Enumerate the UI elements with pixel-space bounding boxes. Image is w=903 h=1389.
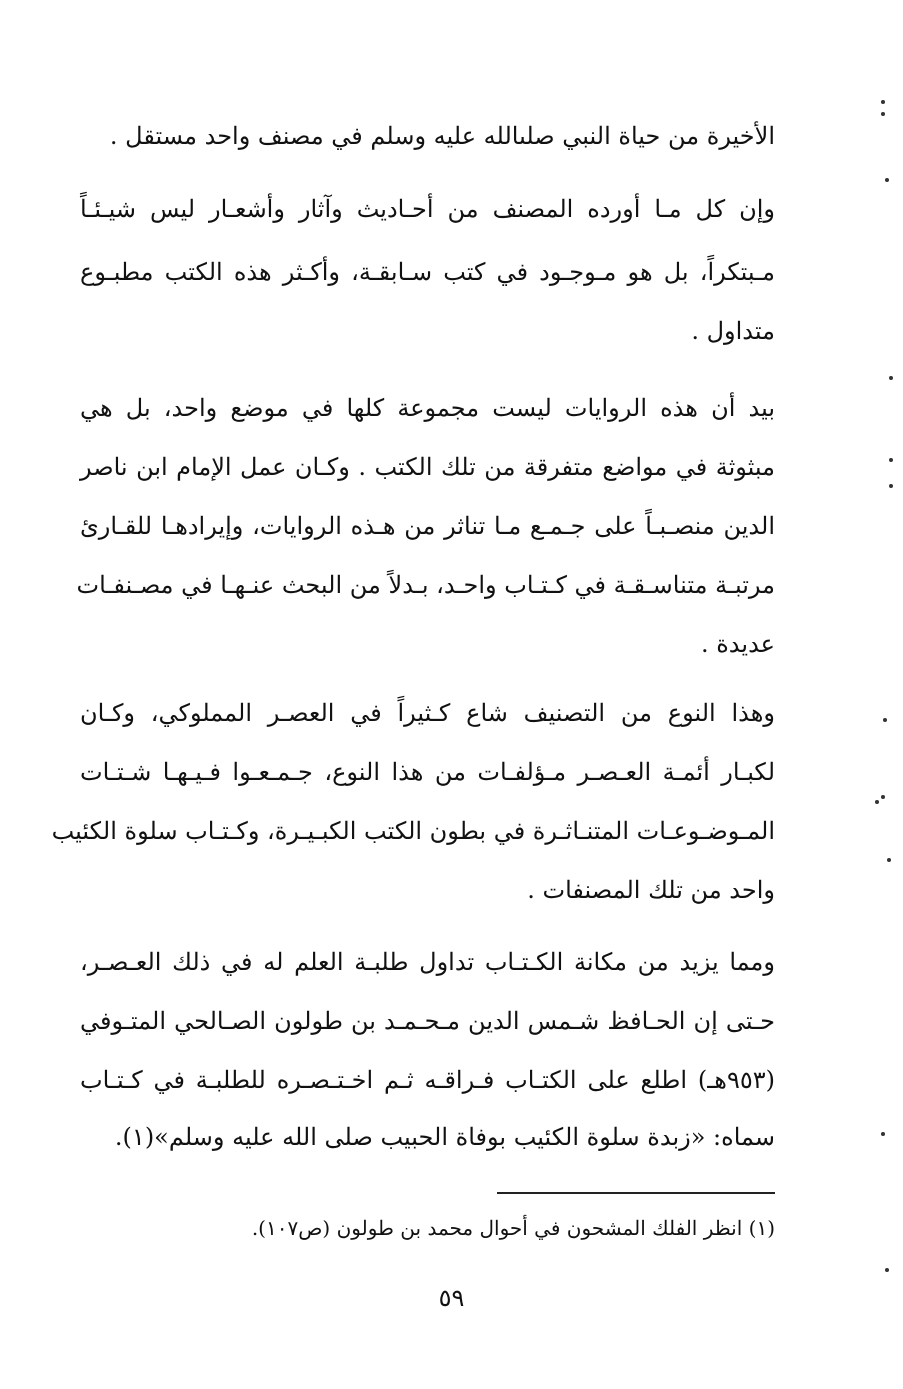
scan-speck xyxy=(881,100,885,104)
page-number: ٥٩ xyxy=(438,1284,465,1312)
scan-speck xyxy=(885,1268,889,1272)
text-line: سماه: «زبدة سلوة الكئيب بوفاة الحبيب صلى الله عليه وسلم»(١). xyxy=(114,1123,775,1151)
text-line: المـوضـوعـات المتنـاثـرة في بطون الكتب الكبـيـرة، وكـتـاب سلوة الكئيب xyxy=(51,817,775,845)
text-line: مبثوثة في مواضع متفرقة من تلك الكتب . وكـان عمل الإمام ابن ناصر xyxy=(80,453,775,481)
scan-speck xyxy=(881,112,885,116)
text-line: عديدة . xyxy=(700,630,775,658)
text-line: وإن كل مـا أورده المصنف من أحـاديث وآثار وأشعـار ليس شيـئـاً xyxy=(80,195,775,223)
scan-speck xyxy=(889,458,893,462)
text-line: حـتى إن الحـافظ شـمس الدين مـحـمـد بن طولون الصـالحي المتـوفي xyxy=(80,1007,775,1035)
text-line: وهذا النوع من التصنيف شاع كـثيراً في العصـر المملوكي، وكـان xyxy=(80,699,775,727)
text-line: متداول . xyxy=(691,317,775,345)
footnote: (١) انظر الفلك المشحون في أحوال محمد بن طولون (ص١٠٧). xyxy=(251,1216,775,1240)
scan-speck xyxy=(883,718,887,722)
text-line: مـبتكراً، بل هو مـوجـود في كتب سـابقـة، وأكـثر هذه الكتب مطبـوع xyxy=(80,258,776,286)
text-line: (٩٥٣هـ) اطلع على الكتـاب فـراقـه ثـم اخـتـصـره للطلبـة في كـتـاب xyxy=(80,1066,775,1094)
text-line: واحد من تلك المصنفات . xyxy=(527,876,775,904)
text-line: مرتبـة متناسـقـة في كـتـاب واحـد، بـدلاً من البحث عنـهـا في مصـنفـات xyxy=(76,571,775,599)
scan-speck xyxy=(889,376,893,380)
text-line: لكبـار أئمـة العـصـر مـؤلفـات من هذا النوع، جـمـعـوا فـيـهـا شـتـات xyxy=(80,758,775,786)
scan-speck xyxy=(889,484,893,488)
text-line: الأخيرة من حياة النبي صلىالله عليه وسلم في مصنف واحد مستقل . xyxy=(109,122,775,150)
scan-speck xyxy=(885,178,889,182)
text-line: الدين منصـبـاً على جـمـع مـا تناثر من هـذه الروايات، وإيرادهـا للقـارئ xyxy=(80,512,775,540)
scan-speck xyxy=(881,1132,885,1136)
text-line: ومما يزيد من مكانة الكـتـاب تداول طلبـة العلم له في ذلك العـصـر، xyxy=(80,948,775,976)
scan-speck xyxy=(887,858,891,862)
scan-speck xyxy=(881,795,885,799)
scan-speck xyxy=(875,800,879,804)
text-line: بيد أن هذه الروايات ليست مجموعة كلها في موضع واحد، بل هي xyxy=(80,394,775,422)
footnote-divider xyxy=(497,1192,775,1194)
